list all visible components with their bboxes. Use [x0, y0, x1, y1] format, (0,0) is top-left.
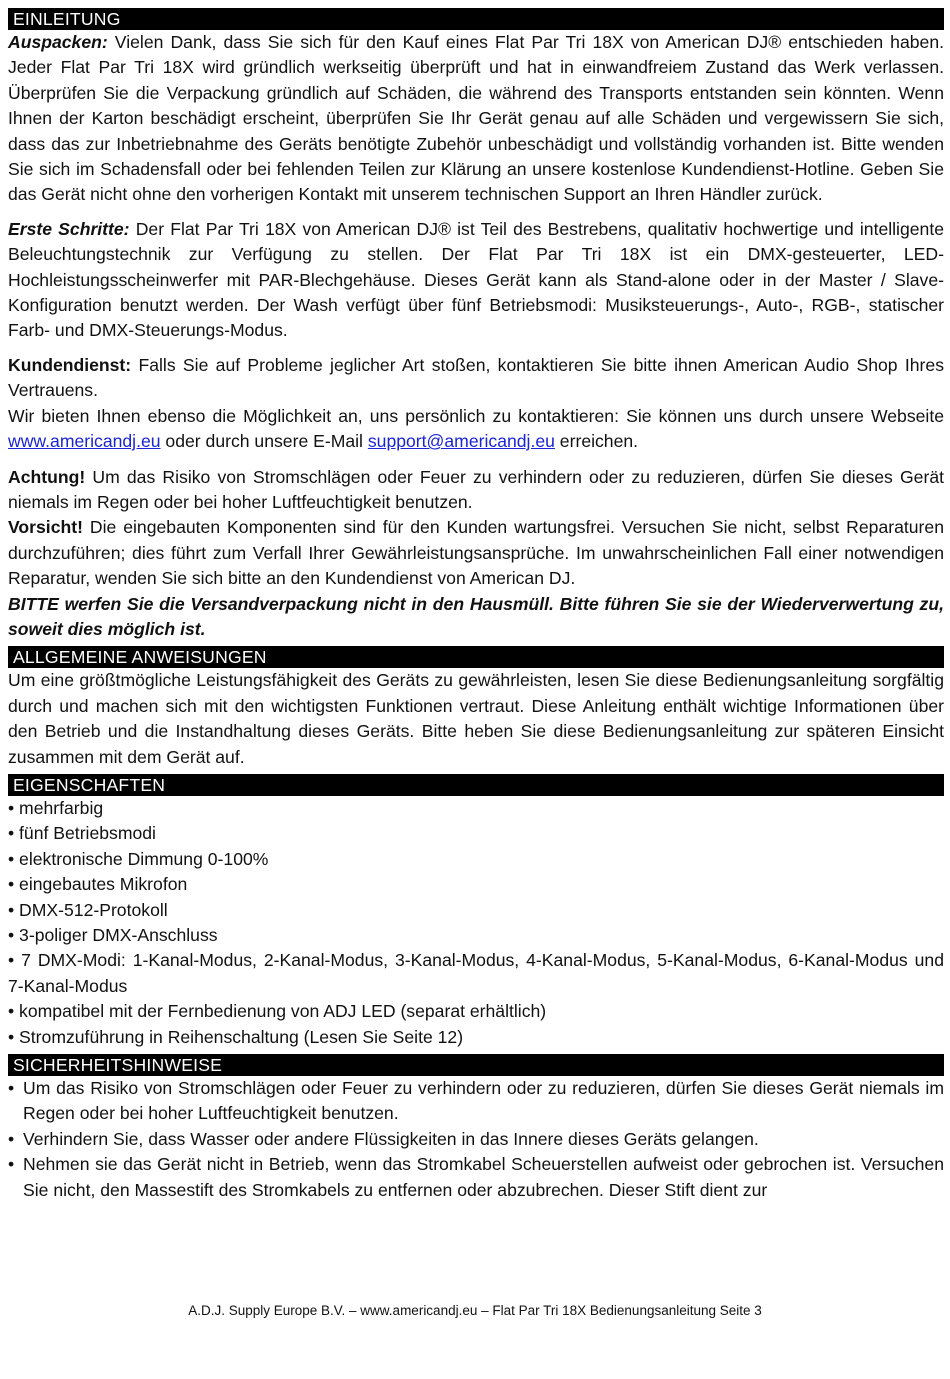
features-list: [8, 796, 944, 1050]
erste-schritte-text: Der Flat Par Tri 18X von American DJ® ist Teil des Bestrebens, qualitativ hochwertige und intelligente Beleuchtungstechnik zur Verfügung zu stellen. Der Flat Par Tri 18X ist ein DMX-gesteuerter, LED-Hochleistungsscheinwerfer mit PAR-Blechgehäuse. Dieses Gerät kann als Stand-alone oder in der Master / Slave-Konfiguration benutzt werden. Der Wash verfügt über fünf Betriebsmodi: Musiksteuerungs-, Auto-, RGB-, statischer Farb- und DMX-Steuerungs-Modus.: [8, 218, 944, 341]
list-item: • kompatibel mit der Fernbedienung von ADJ LED (separat erhältlich): [8, 1001, 547, 1022]
bullet-icon: •: [8, 1078, 15, 1099]
list-item: • 7 DMX-Modi: 1-Kanal-Modus, 2-Kanal-Modus, 3-Kanal-Modus, 4-Kanal-Modus, 5-Kanal-Modus, 6-Kanal-Modus und 7-Kanal-Modus: [8, 950, 944, 996]
paragraph-bitte: BITTE werfen Sie die Versandverpackung nicht in den Hausmüll. Bitte führen Sie sie der Wiederverwertung zu, soweit dies möglich ist.: [8, 593, 944, 639]
kontakt-text-1: Wir bieten Ihnen ebenso die Möglichkeit an, uns persönlich zu kontaktieren: Sie können uns durch unsere Webseite: [8, 405, 944, 426]
vorsicht-text: Die eingebauten Komponenten sind für den Kunden wartungsfrei. Versuchen Sie nicht, selbst Reparaturen durchzuführen; dies führt zum Verfall Ihrer Gewährleistungsansprüche. Im unwahrscheinlichen Fall einer notwendigen Reparatur, wenden Sie sich bitte an den Kundendienst von American DJ.: [8, 517, 944, 589]
safety-text: Nehmen sie das Gerät nicht in Betrieb, wenn das Stromkabel Scheuerstellen aufweist oder gebrochen ist. Versuchen Sie nicht, den Massestift des Stromkabels zu entfernen oder abzubrechen. Dieser Stift dient zur: [23, 1154, 944, 1200]
list-item: • elektronische Dimmung 0-100%: [8, 848, 269, 869]
erste-schritte-label: Erste Schritte:: [8, 218, 130, 239]
bullet-icon: •: [8, 1154, 15, 1175]
auspacken-text: Vielen Dank, dass Sie sich für den Kauf eines Flat Par Tri 18X von American DJ® entschieden haben. Jeder Flat Par Tri 18X wird gründlich werkseitig überprüft und hat in einwandfreiem Zustand das Werk verlassen. Überprüfen Sie die Verpackung gründlich auf Schäden, die während des Transports entstanden sein könnten. Wenn Ihnen der Karton beschädigt erscheint, überprüfen Sie Ihr Gerät genau auf alle Schäden und vergewissern Sie sich, dass das zur Inbetriebnahme des Geräts benötigte Zubehör unbeschädigt und vollständig vorhanden ist. Bitte wenden Sie sich im Schadensfall oder bei fehlenden Teilen zur Klärung an unsere kostenlose Kundendienst-Hotline. Geben Sie das Gerät nicht ohne den vorherigen Kontakt mit unserem technischen Support an Ihren Händler zurück.: [8, 32, 944, 205]
list-item: [8, 1076, 944, 1127]
section-header-allgemein: ALLGEMEINE ANWEISUNGEN: [8, 646, 944, 668]
auspacken-label: Auspacken:: [8, 32, 108, 52]
manual-page: [8, 8, 944, 1203]
kontakt-text-3: erreichen.: [554, 431, 639, 452]
safety-text: Verhindern Sie, dass Wasser oder andere Flüssigkeiten in das Innere dieses Geräts gelangen.: [23, 1128, 759, 1149]
list-item: • DMX-512-Protokoll: [8, 899, 168, 920]
achtung-label: Achtung!: [8, 466, 86, 487]
list-item: • 3-poliger DMX-Anschluss: [8, 925, 218, 945]
paragraph-vorsicht: [8, 515, 944, 591]
list-item: [8, 1127, 944, 1152]
bullet-icon: •: [8, 1128, 15, 1149]
paragraph-achtung: [8, 465, 944, 516]
section-header-sicherheit: SICHERHEITSHINWEISE: [8, 1054, 944, 1076]
paragraph-allgemein: Um eine größtmögliche Leistungsfähigkeit des Geräts zu gewährleisten, lesen Sie diese Bedienungsanleitung sorgfältig durch und machen sich mit den wichtigsten Funktionen vertraut. Diese Anleitung enthält wichtige Informationen über den Betrieb und die Instandhaltung dieses Geräts. Bitte heben Sie diese Bedienungsanleitung zur späteren Einsicht zusammen mit dem Gerät auf.: [8, 670, 944, 767]
list-item: • Stromzuführung in Reihenschaltung (Lesen Sie Seite 12): [8, 1026, 464, 1047]
list-item: • mehrfarbig: [8, 797, 104, 818]
list-item: • eingebautes Mikrofon: [8, 874, 188, 895]
kundendienst-label: Kundendienst:: [8, 354, 132, 375]
email-link[interactable]: support@americandj.eu: [367, 431, 555, 452]
paragraph-auspacken: [8, 30, 944, 208]
page-footer: A.D.J. Supply Europe B.V. – www.americandj.eu – Flat Par Tri 18X Bedienungsanleitung Seite 3: [188, 1303, 762, 1318]
website-link[interactable]: www.americandj.eu: [8, 431, 161, 452]
paragraph-kontakt: [8, 404, 944, 455]
section-header-eigenschaften: EIGENSCHAFTEN: [8, 774, 944, 796]
kundendienst-text: Falls Sie auf Probleme jeglicher Art stoßen, kontaktieren Sie bitte ihnen American Audio Shop Ihres Vertrauens.: [8, 354, 944, 401]
safety-list: [8, 1076, 944, 1203]
safety-text: Um das Risiko von Stromschlägen oder Feuer zu verhindern oder zu reduzieren, dürfen Sie dieses Gerät niemals im Regen oder bei hoher Luftfeuchtigkeit benutzen.: [23, 1078, 944, 1124]
section-header-einleitung: EINLEITUNG: [8, 8, 944, 30]
list-item: [8, 1152, 944, 1203]
paragraph-kundendienst: [8, 353, 944, 404]
paragraph-erste-schritte: [8, 217, 944, 344]
achtung-text: Um das Risiko von Stromschlägen oder Feuer zu verhindern oder zu reduzieren, dürfen Sie dieses Gerät niemals im Regen oder bei hoher Luftfeuchtigkeit benutzen.: [8, 466, 944, 512]
list-item: • fünf Betriebsmodi: [8, 823, 156, 844]
vorsicht-label: Vorsicht!: [8, 517, 83, 538]
kontakt-text-2: oder durch unsere E-Mail: [160, 431, 368, 452]
